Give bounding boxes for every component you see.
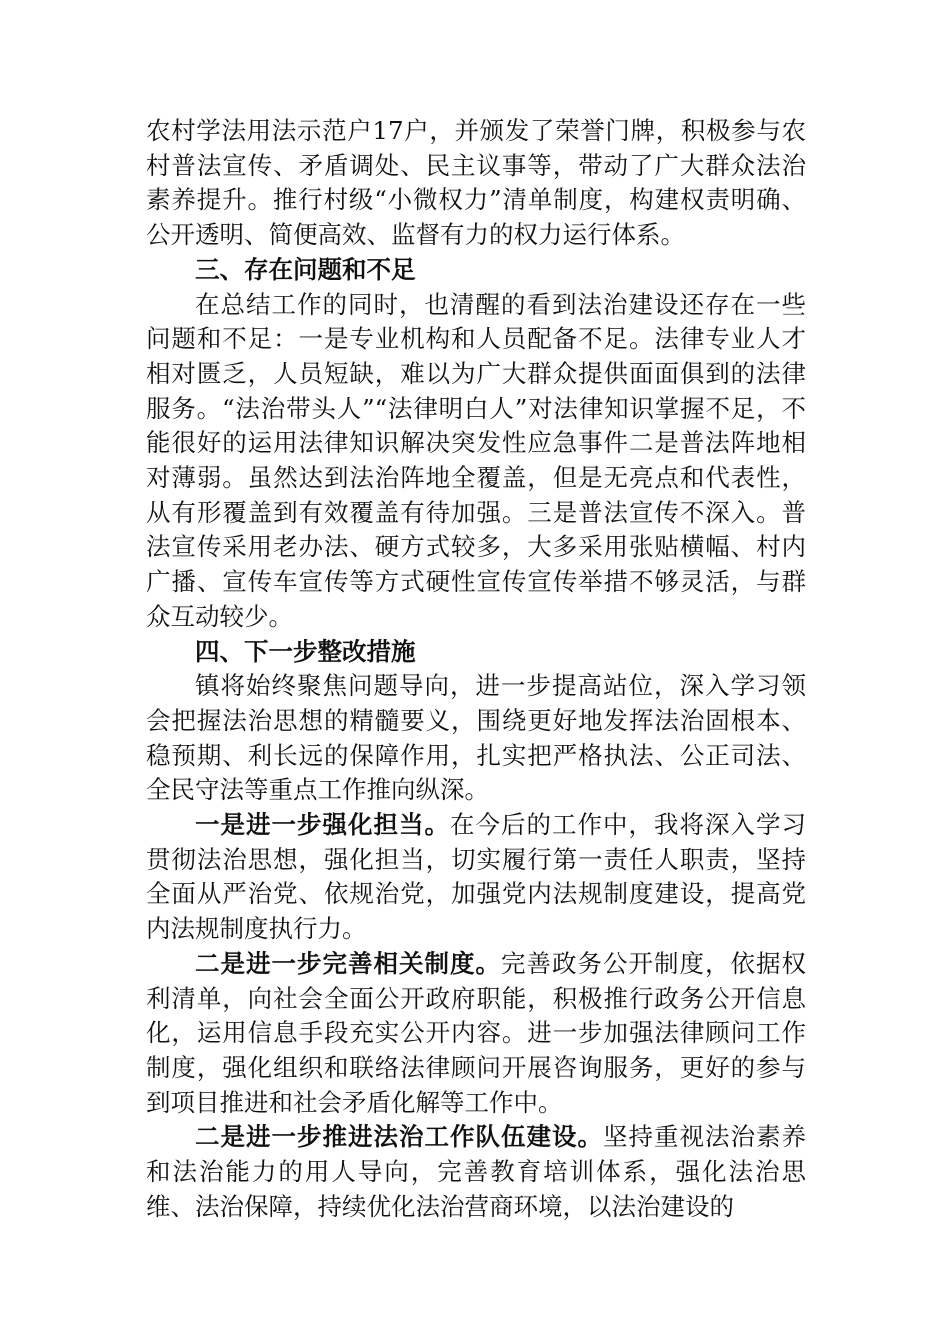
paragraph-intro: 农村学法用法示范户17户，并颁发了荣誉门牌，积极参与农村普法宣传、矛盾调处、民主议事等，带动了广大群众法治素养提升。推行村级“小微权力”清单制度，构建权责明确、公开透明、简便高效、监督有力的权力运行体系。 (146, 116, 806, 250)
section-heading-problems: 三、存在问题和不足 (195, 254, 416, 284)
paragraph-item-3 (146, 1120, 806, 1224)
item-1-lead: 一是进一步强化担当。 (195, 810, 450, 840)
item-2-body: 完善政务公开制度，依据权利清单，向社会全面公开政府职能，积极推行政务公开信息化，运用信息手段充实公开内容。进一步加强法律顾问工作制度，强化组织和联络法律顾问开展咨询服务，更好的参与到项目推进和社会矛盾化解等工作中。 (146, 948, 806, 1117)
item-3-lead: 二是进一步推进法治工作队伍建设。 (195, 1122, 603, 1152)
item-2-lead: 二是进一步完善相关制度。 (195, 948, 501, 978)
section-heading-measures: 四、下一步整改措施 (195, 636, 416, 666)
paragraph-measures: 镇将始终聚焦问题导向，进一步提高站位，深入学习领会把握法治思想的精髓要义，围绕更好地发挥法治固根本、稳预期、利长远的保障作用，扎实把严格执法、公正司法、全民守法等重点工作推向纵深。 (146, 671, 806, 805)
document-page (146, 114, 806, 1225)
paragraph-item-2 (146, 947, 806, 1121)
paragraph-item-1 (146, 808, 806, 947)
item-1-body: 在今后的工作中，我将深入学习贯彻法治思想，强化担当，切实履行第一责任人职责，坚持全面从严治党、依规治党，加强党内法规制度建设，提高党内法规制度执行力。 (146, 810, 806, 944)
item-3-body: 坚持重视法治素养和法治能力的用人导向，完善教育培训体系，强化法治思维、法治保障，持续优化法治营商环境，以法治建设的 (146, 1122, 806, 1221)
paragraph-problems: 在总结工作的同时，也清醒的看到法治建设还存在一些问题和不足：一是专业机构和人员配备不足。法律专业人才相对匮乏，人员短缺，难以为广大群众提供面面俱到的法律服务。“法治带头人”“法律明白人”对法律知识掌握不足，不能很好的运用法律知识解决突发性应急事件二是普法阵地相对薄弱。虽然达到法治阵地全覆盖，但是无亮点和代表性，从有形覆盖到有效覆盖有待加强。三是普法宣传不深入。普法宣传采用老办法、硬方式较多，大多采用张贴横幅、村内广播、宣传车宣传等方式硬性宣传宣传举措不够灵活，与群众互动较少。 (146, 289, 806, 631)
